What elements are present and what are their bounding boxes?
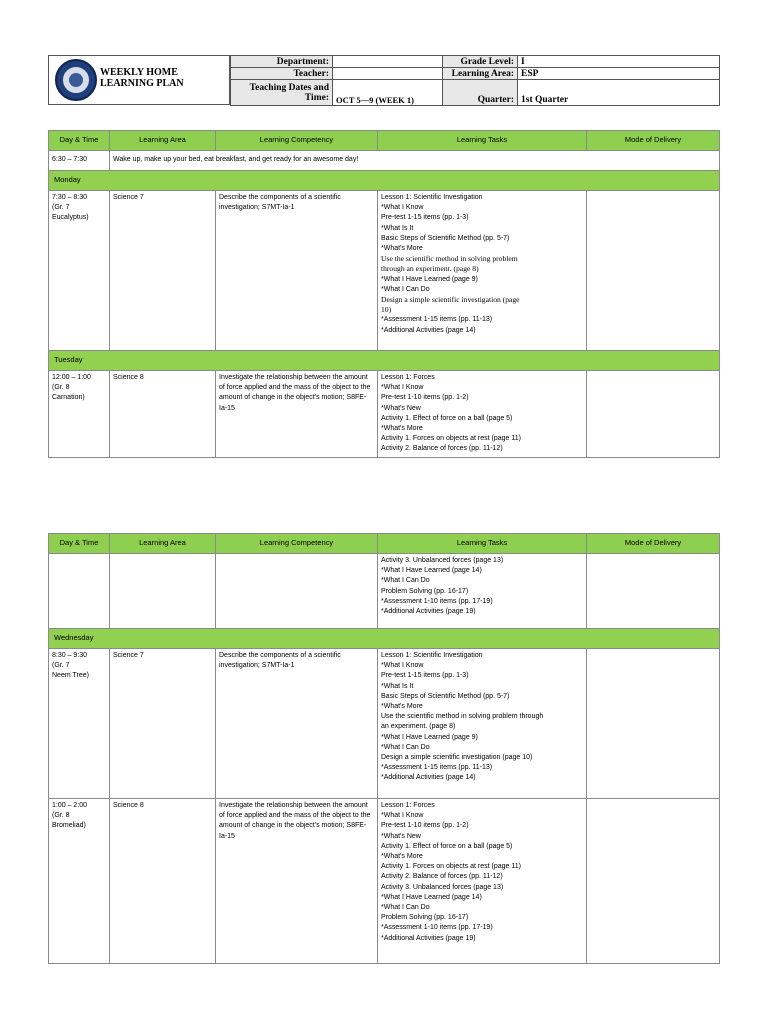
- task-line: *What I Can Do: [381, 577, 430, 585]
- task-line: *What I Have Learned (page 9): [381, 275, 478, 283]
- col-mode-of-delivery: Mode of Delivery: [587, 534, 720, 554]
- task-line: Activity 2. Balance of forces (pp. 11-12): [381, 873, 503, 881]
- col-day-time: Day & Time: [49, 131, 110, 151]
- learning-area-label: Learning Area:: [443, 68, 518, 80]
- task-line: *What I Can Do: [381, 904, 430, 912]
- task-line: Basic Steps of Scientific Method (pp. 5-7): [381, 692, 510, 700]
- task-line: *Assessment 1-15 items (pp. 11-13): [381, 316, 493, 324]
- task-line: Problem Solving (pp. 16-17): [381, 914, 469, 922]
- teacher-value: [333, 68, 443, 80]
- task-line: Pre-test 1-15 items (pp. 1-3): [381, 214, 469, 222]
- task-line: Activity 1. Forces on objects at rest (page 11): [381, 435, 521, 443]
- column-header-row: [49, 131, 720, 151]
- time-cell: [49, 649, 110, 799]
- time-range: 7:30 – 8:30: [52, 194, 88, 201]
- teacher-label: Teacher:: [231, 68, 333, 80]
- task-line: *What's More: [381, 703, 423, 711]
- quarter-label: Quarter:: [443, 80, 518, 106]
- task-line: *What's New: [381, 404, 421, 412]
- intro-time: 6:30 – 7:30: [49, 151, 110, 171]
- competency-cell: Describe the components of a scientific investigation; S7MT-Ia-1: [216, 649, 378, 799]
- task-line: *What I Have Learned (page 14): [381, 567, 482, 575]
- task-line: Lesson 1: Forces: [381, 802, 435, 809]
- teaching-dates-label: Teaching Dates and Time:: [231, 80, 333, 106]
- task-line: Problem Solving (pp. 16-17): [381, 587, 469, 595]
- task-line: Basic Steps of Scientific Method (pp. 5-7): [381, 234, 510, 242]
- tasks-cell: [378, 191, 587, 351]
- section-name: Eucalyptus): [52, 214, 89, 222]
- mode-of-delivery-cell: [587, 554, 720, 629]
- task-line: Activity 3. Unbalanced forces (page 13): [381, 557, 504, 564]
- section-name: Neem Tree): [52, 672, 89, 680]
- task-line: Use the scientific method in solving problem: [381, 254, 518, 264]
- task-line: *What I Have Learned (page 14): [381, 893, 482, 901]
- school-seal-core: [69, 73, 83, 87]
- header-info-table: [230, 55, 720, 106]
- tasks-cell: [378, 371, 587, 458]
- task-line: *What I Can Do: [381, 285, 430, 293]
- quarter-value: 1st Quarter: [518, 80, 720, 106]
- task-line: *Additional Activities (page 19): [381, 934, 476, 942]
- task-line: Lesson 1: Scientific Investigation: [381, 194, 483, 201]
- time-range: 12:00 – 1:00: [52, 374, 91, 381]
- task-line: Pre-test 1-10 items (pp. 1-2): [381, 394, 469, 402]
- task-line: *What's More: [381, 245, 423, 253]
- section-grade: (Gr. 8: [52, 384, 70, 392]
- task-line: 10): [381, 305, 392, 315]
- grade-level-value: I: [518, 56, 720, 68]
- learning-area-cell: [110, 554, 216, 629]
- task-line: *Additional Activities (page 14): [381, 326, 476, 334]
- task-line: Lesson 1: Scientific Investigation: [381, 652, 483, 659]
- table-row: [49, 649, 720, 799]
- mode-of-delivery-cell: [587, 371, 720, 458]
- time-cell: [49, 371, 110, 458]
- task-line: Lesson 1: Forces: [381, 374, 435, 381]
- task-line: *What's More: [381, 425, 423, 433]
- section-grade: (Gr. 7: [52, 204, 70, 212]
- col-learning-area: Learning Area: [110, 131, 216, 151]
- col-learning-competency: Learning Competency: [216, 534, 378, 554]
- mode-of-delivery-cell: [587, 649, 720, 799]
- task-line: *What's New: [381, 832, 421, 840]
- table-row: [49, 191, 720, 351]
- table-row: [49, 799, 720, 964]
- task-line: Design a simple scientific investigation (page 10): [381, 754, 533, 762]
- time-range: 1:00 – 2:00: [52, 802, 88, 809]
- table-row: [49, 554, 720, 629]
- mode-of-delivery-cell: [587, 191, 720, 351]
- teaching-dates-value: OCT 5—9 (WEEK 1): [333, 80, 443, 106]
- task-line: an experiment. (page 8): [381, 723, 456, 731]
- tasks-cell: [378, 799, 587, 964]
- task-line: through an experiment. (page 8): [381, 264, 479, 274]
- task-line: *What Is It: [381, 682, 414, 690]
- task-line: Design a simple scientific investigation (page: [381, 295, 520, 305]
- competency-cell: Describe the components of a scientific investigation; S7MT-Ia-1: [216, 191, 378, 351]
- col-mode-of-delivery: Mode of Delivery: [587, 131, 720, 151]
- learning-area-cell: Science 8: [110, 799, 216, 964]
- col-learning-area: Learning Area: [110, 534, 216, 554]
- task-line: *What I Can Do: [381, 743, 430, 751]
- time-cell: [49, 554, 110, 629]
- competency-cell: Investigate the relationship between the amount of force applied and the mass of the object to the amount of change in the object's motion; S8FE-Ia-15: [216, 799, 378, 964]
- learning-area-cell: Science 7: [110, 649, 216, 799]
- task-line: *What I Have Learned (page 9): [381, 733, 478, 741]
- competency-cell: Investigate the relationship between the amount of force applied and the mass of the object to the amount of change in the object's motion; S8FE-Ia-15: [216, 371, 378, 458]
- section-name: Carnation): [52, 394, 85, 402]
- task-line: *Assessment 1-15 items (pp. 11-13): [381, 764, 493, 772]
- time-range: 8:30 – 9:30: [52, 652, 88, 659]
- time-cell: [49, 799, 110, 964]
- task-line: *Assessment 1-10 items (pp. 17-19): [381, 597, 493, 605]
- day-label-tuesday: Tuesday: [49, 351, 720, 371]
- task-line: *What I Know: [381, 384, 424, 392]
- tasks-cell: [378, 649, 587, 799]
- task-line: *Additional Activities (page 19): [381, 608, 476, 616]
- task-line: *What I Know: [381, 662, 424, 670]
- learning-area-cell: Science 7: [110, 191, 216, 351]
- day-label-monday: Monday: [49, 171, 720, 191]
- task-line: *Assessment 1-10 items (pp. 17-19): [381, 924, 493, 932]
- col-learning-competency: Learning Competency: [216, 131, 378, 151]
- section-name: Bromeliad): [52, 822, 86, 830]
- mode-of-delivery-cell: [587, 799, 720, 964]
- task-line: *Additional Activities (page 14): [381, 774, 476, 782]
- competency-cell: [216, 554, 378, 629]
- grade-level-label: Grade Level:: [443, 56, 518, 68]
- learning-plan-table-2: [48, 533, 720, 964]
- plan-title: WEEKLY HOME LEARNING PLAN: [100, 67, 184, 89]
- learning-area-value: ESP: [518, 68, 720, 80]
- time-cell: [49, 191, 110, 351]
- tuesday-row: [49, 351, 720, 371]
- task-line: Activity 1. Effect of force on a ball (page 5): [381, 842, 513, 850]
- task-line: Use the scientific method in solving problem through: [381, 713, 544, 721]
- section-grade: (Gr. 7: [52, 662, 70, 670]
- task-line: Pre-test 1-15 items (pp. 1-3): [381, 672, 469, 680]
- section-grade: (Gr. 8: [52, 812, 70, 820]
- learning-plan-table-1: [48, 130, 720, 458]
- learning-area-cell: Science 8: [110, 371, 216, 458]
- task-line: Activity 3. Unbalanced forces (page 13): [381, 883, 504, 891]
- task-line: Activity 2. Balance of forces (pp. 11-12): [381, 445, 503, 453]
- col-learning-tasks: Learning Tasks: [378, 534, 587, 554]
- col-day-time: Day & Time: [49, 534, 110, 554]
- intro-text: Wake up, make up your bed, eat breakfast, and get ready for an awesome day!: [110, 151, 720, 171]
- wednesday-row: [49, 629, 720, 649]
- task-line: Activity 1. Forces on objects at rest (page 11): [381, 863, 521, 871]
- tasks-cell: [378, 554, 587, 629]
- task-line: *What I Know: [381, 812, 424, 820]
- department-value: [333, 56, 443, 68]
- column-header-row: [49, 534, 720, 554]
- table-row: [49, 371, 720, 458]
- task-line: Pre-test 1-10 items (pp. 1-2): [381, 822, 469, 830]
- col-learning-tasks: Learning Tasks: [378, 131, 587, 151]
- task-line: *What Is It: [381, 224, 414, 232]
- task-line: Activity 1. Effect of force on a ball (page 5): [381, 414, 513, 422]
- task-line: *What's More: [381, 853, 423, 861]
- task-line: *What I Know: [381, 204, 424, 212]
- intro-row: [49, 151, 720, 171]
- department-label: Department:: [231, 56, 333, 68]
- monday-row: [49, 171, 720, 191]
- day-label-wednesday: Wednesday: [49, 629, 720, 649]
